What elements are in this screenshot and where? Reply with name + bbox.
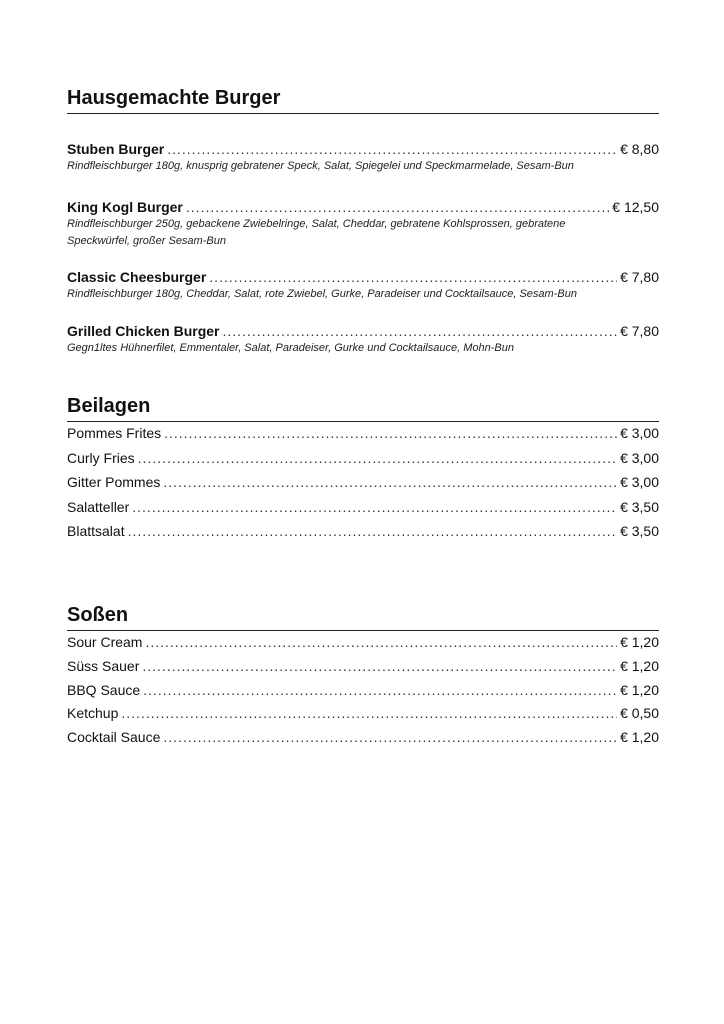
dot-leader: [145, 633, 617, 651]
item-price: € 8,80: [620, 141, 659, 157]
menu-item: [67, 633, 659, 657]
item-description: Rindfleischburger 180g, knusprig gebratener Speck, Salat, Spiegelei und Speckmarmelade, Sesam-Bun: [67, 160, 574, 172]
menu-item: [67, 728, 659, 752]
item-name: BBQ Sauce: [67, 682, 141, 698]
dot-leader: [132, 498, 617, 516]
menu-item: [67, 498, 659, 523]
item-name: Salatteller: [67, 498, 130, 515]
item-price: € 3,00: [620, 474, 659, 490]
item-name: King Kogl Burger: [67, 199, 183, 215]
item-price: € 1,20: [620, 729, 659, 745]
section-heading: Hausgemachte Burger: [67, 86, 659, 114]
item-price: € 3,00: [620, 425, 659, 441]
item-description: Gegn1ltes Hühnerfilet, Emmentaler, Salat, Paradeiser, Gurke und Cocktailsauce, Mohn-Bun: [67, 342, 514, 354]
dot-leader: [163, 728, 617, 746]
menu-item: [67, 657, 659, 681]
dot-leader: [186, 198, 609, 216]
item-name: Stuben Burger: [67, 141, 165, 157]
item-name: Ketchup: [67, 705, 119, 721]
item-description: Rindfleischburger 250g, gebackene Zwiebelringe, Salat, Cheddar, gebratene Kohlsprossen, gebratene Speckwürfel, großer Sesam-Bun: [67, 218, 566, 247]
dot-leader: [209, 268, 617, 286]
item-name: Gitter Pommes: [67, 474, 161, 490]
burger-section: [67, 86, 659, 354]
dot-leader: [121, 704, 617, 722]
dot-leader: [163, 473, 617, 491]
menu-item: [67, 449, 659, 474]
menu-item: [67, 424, 659, 449]
item-description: Rindfleischburger 180g, Cheddar, Salat, rote Zwiebel, Gurke, Paradeiser und Cocktailsauce, Sesam-Bun: [67, 288, 577, 300]
item-name: Pommes Frites: [67, 425, 162, 441]
menu-item: [67, 140, 659, 175]
item-name: Sour Cream: [67, 634, 143, 650]
dot-leader: [143, 681, 617, 699]
dot-leader: [167, 140, 617, 158]
item-price: € 3,50: [620, 523, 659, 539]
dot-leader: [142, 657, 617, 675]
item-name: Blattsalat: [67, 523, 125, 539]
item-name: Classic Cheesburger: [67, 269, 207, 285]
dot-leader: [128, 522, 617, 540]
menu-item: [67, 268, 659, 303]
menu-item: [67, 473, 659, 498]
menu-item: [67, 198, 659, 250]
item-price: € 3,50: [620, 498, 659, 515]
sides-section: [67, 394, 659, 547]
dot-leader: [138, 449, 617, 467]
item-price: € 1,20: [620, 682, 659, 698]
item-price: € 3,00: [620, 449, 659, 466]
item-name: Süss Sauer: [67, 658, 140, 674]
dot-leader: [164, 424, 617, 442]
menu-item: [67, 704, 659, 728]
item-name: Grilled Chicken Burger: [67, 323, 220, 339]
sauces-section: [67, 603, 659, 752]
section-heading: Soßen: [67, 603, 659, 631]
item-price: € 12,50: [612, 199, 659, 215]
item-price: € 7,80: [620, 323, 659, 339]
item-price: € 1,20: [620, 634, 659, 650]
item-price: € 0,50: [620, 705, 659, 721]
section-heading: Beilagen: [67, 394, 659, 422]
dot-leader: [222, 322, 617, 340]
menu-item: [67, 522, 659, 547]
item-name: Curly Fries: [67, 449, 135, 466]
item-price: € 1,20: [620, 658, 659, 674]
item-price: € 7,80: [620, 269, 659, 285]
menu-item: [67, 322, 659, 357]
item-name: Cocktail Sauce: [67, 729, 161, 745]
menu-item: [67, 681, 659, 704]
